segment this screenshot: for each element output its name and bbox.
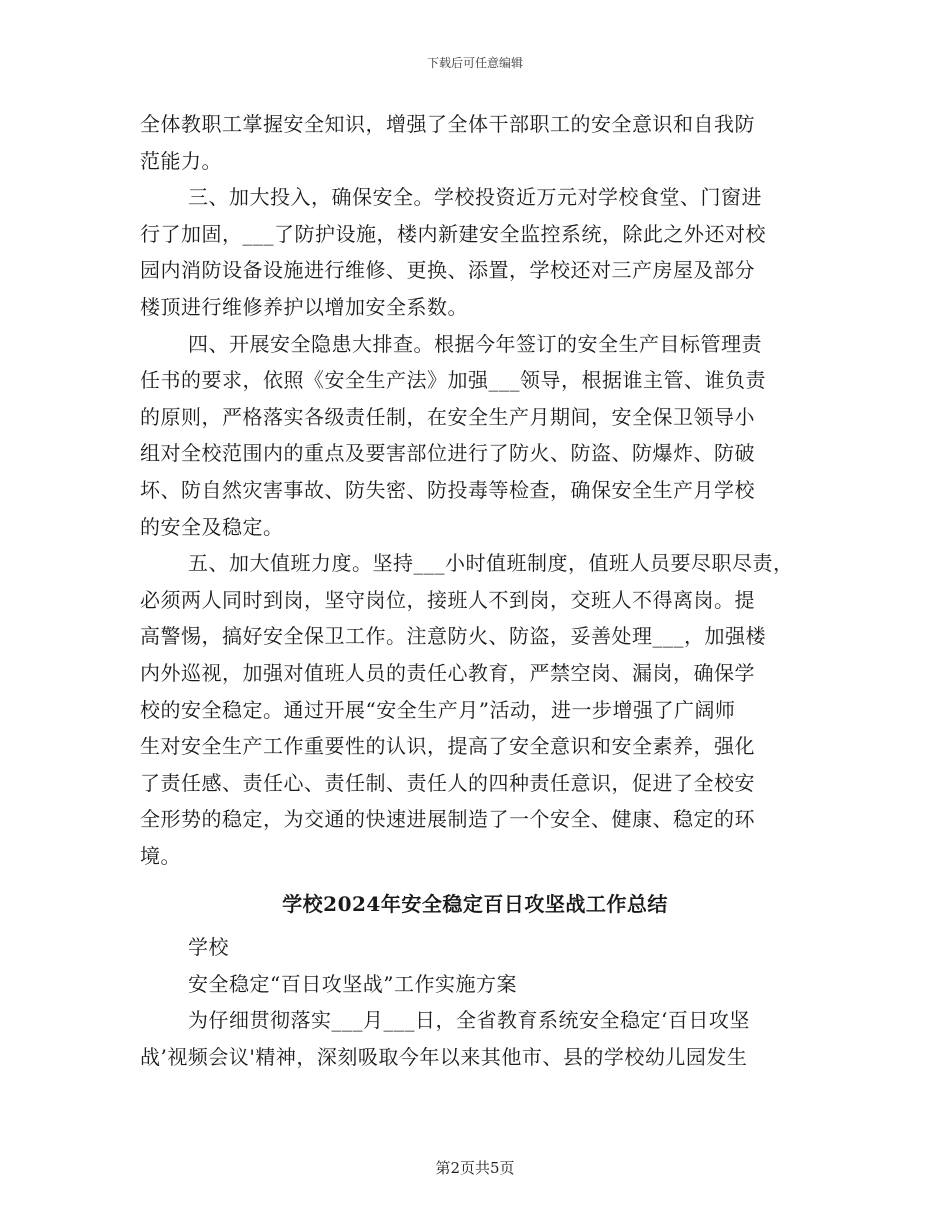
text-line: 战’视频会议'精神，深刻吸取今年以来其他市、县的学校幼儿园发生 (140, 1044, 748, 1069)
text-line: 组对全校范围内的重点及要害部位进行了防火、防盗、防爆炸、防破 (140, 441, 755, 466)
text-line: 生对安全生产工作重要性的认识，提高了安全意识和安全素养，强化 (140, 734, 755, 759)
text-line: 五、加大值班力度。坚持___小时值班制度，值班人员要尽职尽责， (188, 551, 794, 576)
page-header-note: 下载后可任意编辑 (426, 56, 523, 70)
text-line: 安全稳定“百日攻坚战”工作实施方案 (188, 971, 517, 996)
text-line: 的原则，严格落实各级责任制，在安全生产月期间，安全保卫领导小 (140, 404, 755, 429)
text-line: 范能力。 (140, 148, 222, 173)
text-line: 全形势的稳定，为交通的快速进展制造了一个安全、健康、稳定的环 (140, 807, 755, 832)
page-number: 第2页共5页 (435, 1159, 515, 1177)
text-line: 内外巡视，加强对值班人员的责任心教育，严禁空岗、漏岗，确保学 (140, 660, 755, 685)
text-line: 了责任感、责任心、责任制、责任人的四种责任意识，促进了全校安 (140, 770, 755, 795)
text-line: 高警惕，搞好安全保卫工作。注意防火、防盗，妥善处理___，加强楼 (140, 624, 766, 649)
text-line: 园内消防设备设施进行维修、更换、添置，学校还对三产房屋及部分 (140, 258, 755, 283)
text-line: 三、加大投入，确保安全。学校投资近万元对学校食堂、门窗进 (188, 185, 762, 210)
text-line: 为仔细贯彻落实___月___日，全省教育系统安全稳定‘百日攻坚 (188, 1008, 750, 1033)
text-line: 校的安全稳定。通过开展“安全生产月”活动，进一步增强了广阔师 (140, 697, 736, 722)
text-line: 坏、防自然灾害事故、防失密、防投毒等检查，确保安全生产月学校 (140, 477, 755, 502)
text-line: 境。 (140, 843, 181, 868)
text-line: 的安全及稳定。 (140, 514, 284, 539)
paragraphs-after-title (140, 929, 810, 1075)
document-body (140, 106, 810, 1075)
text-line: 任书的要求，依照《安全生产法》加强___领导，根据谁主管、谁负责 (140, 368, 766, 393)
paragraphs-before-title (140, 106, 810, 874)
text-line: 行了加固，___了防护设施，楼内新建安全监控系统，除此之外还对校 (140, 221, 766, 246)
section-title: 学校2024年安全稳定百日攻坚战工作总结 (282, 892, 668, 917)
text-line: 必须两人同时到岗，坚守岗位，接班人不到岗，交班人不得离岗。提 (140, 587, 755, 612)
text-line: 四、开展安全隐患大排查。根据今年签订的安全生产目标管理责 (188, 331, 762, 356)
text-line: 学校 (188, 935, 229, 960)
text-line: 楼顶进行维修养护以增加安全系数。 (140, 294, 468, 319)
text-line: 全体教职工掌握安全知识，增强了全体干部职工的安全意识和自我防 (140, 112, 755, 136)
